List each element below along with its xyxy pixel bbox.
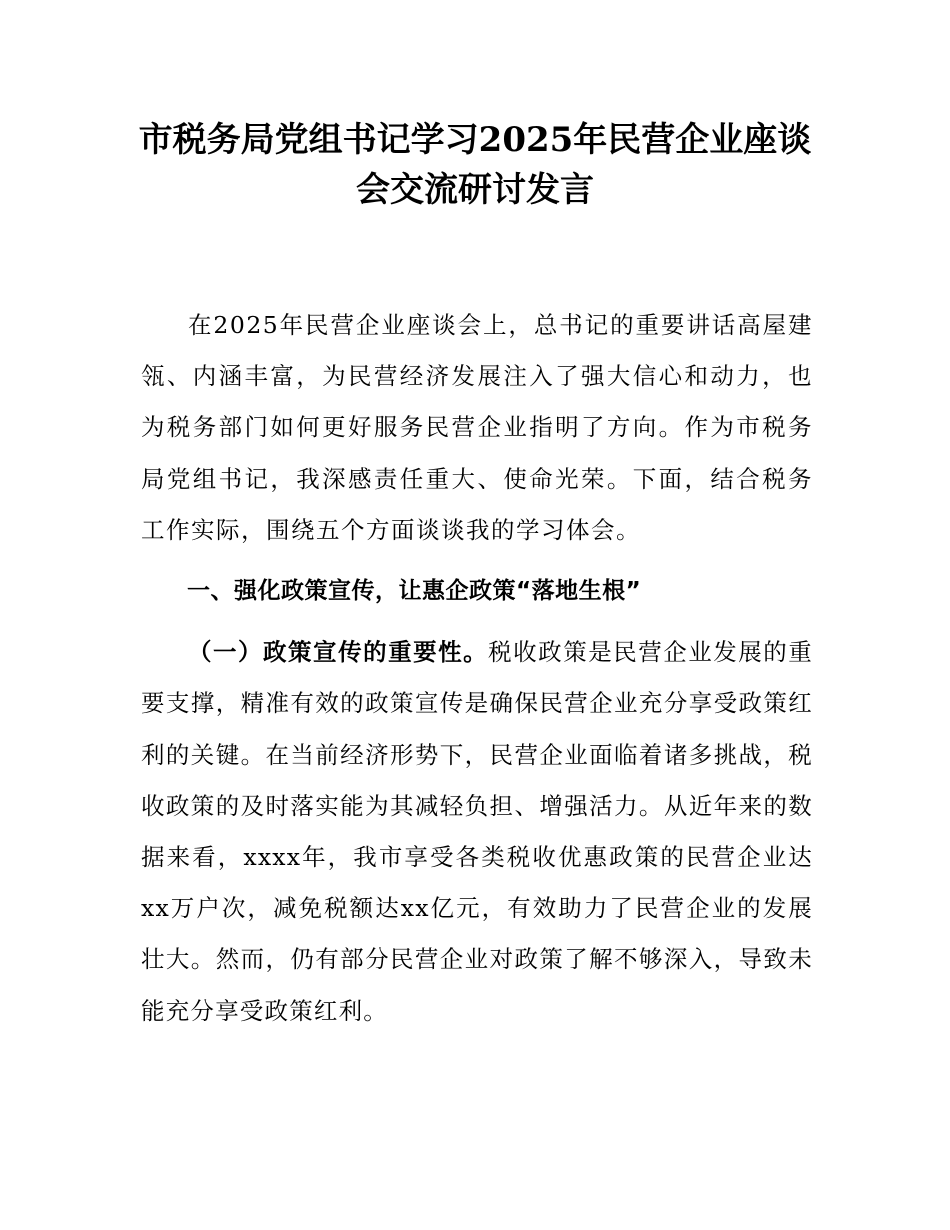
document-title-line-2: 会交流研讨发言: [356, 170, 594, 210]
document-title-line-1: 市税务局党组书记学习2025年民营企业座谈: [138, 120, 812, 160]
subsection-paragraph-1: [141, 627, 813, 1037]
intro-paragraph: 在2025年民营企业座谈会上，总书记的重要讲话高屋建瓴、内涵丰富，为民营经济发展注入了强大信心和动力，也为税务部门如何更好服务民营企业指明了方向。作为市税务局党组书记，我深感责任重大、使命光荣。下面，结合税务工作实际，围绕五个方面谈谈我的学习体会。: [141, 311, 813, 544]
document-body: [141, 300, 813, 1037]
subsection-text-1: 税收政策是民营企业发展的重要支撑，精准有效的政策宣传是确保民营企业充分享受政策红利的关键。在当前经济形势下，民营企业面临着诸多挑战，税收政策的及时落实能为其减轻负担、增强活力。从近年来的数据来看，xxxx年，我市享受各类税收优惠政策的民营企业达xx万户次，减免税额达xx亿元，有效助力了民营企业的发展壮大。然而，仍有部分民营企业对政策了解不够深入，导致未能充分享受政策红利。: [141, 638, 813, 1025]
section-heading-1: 一、强化政策宣传，让惠企政策“落地生根”: [187, 578, 642, 605]
subsection-lead-1: （一）政策宣传的重要性。: [188, 638, 489, 667]
